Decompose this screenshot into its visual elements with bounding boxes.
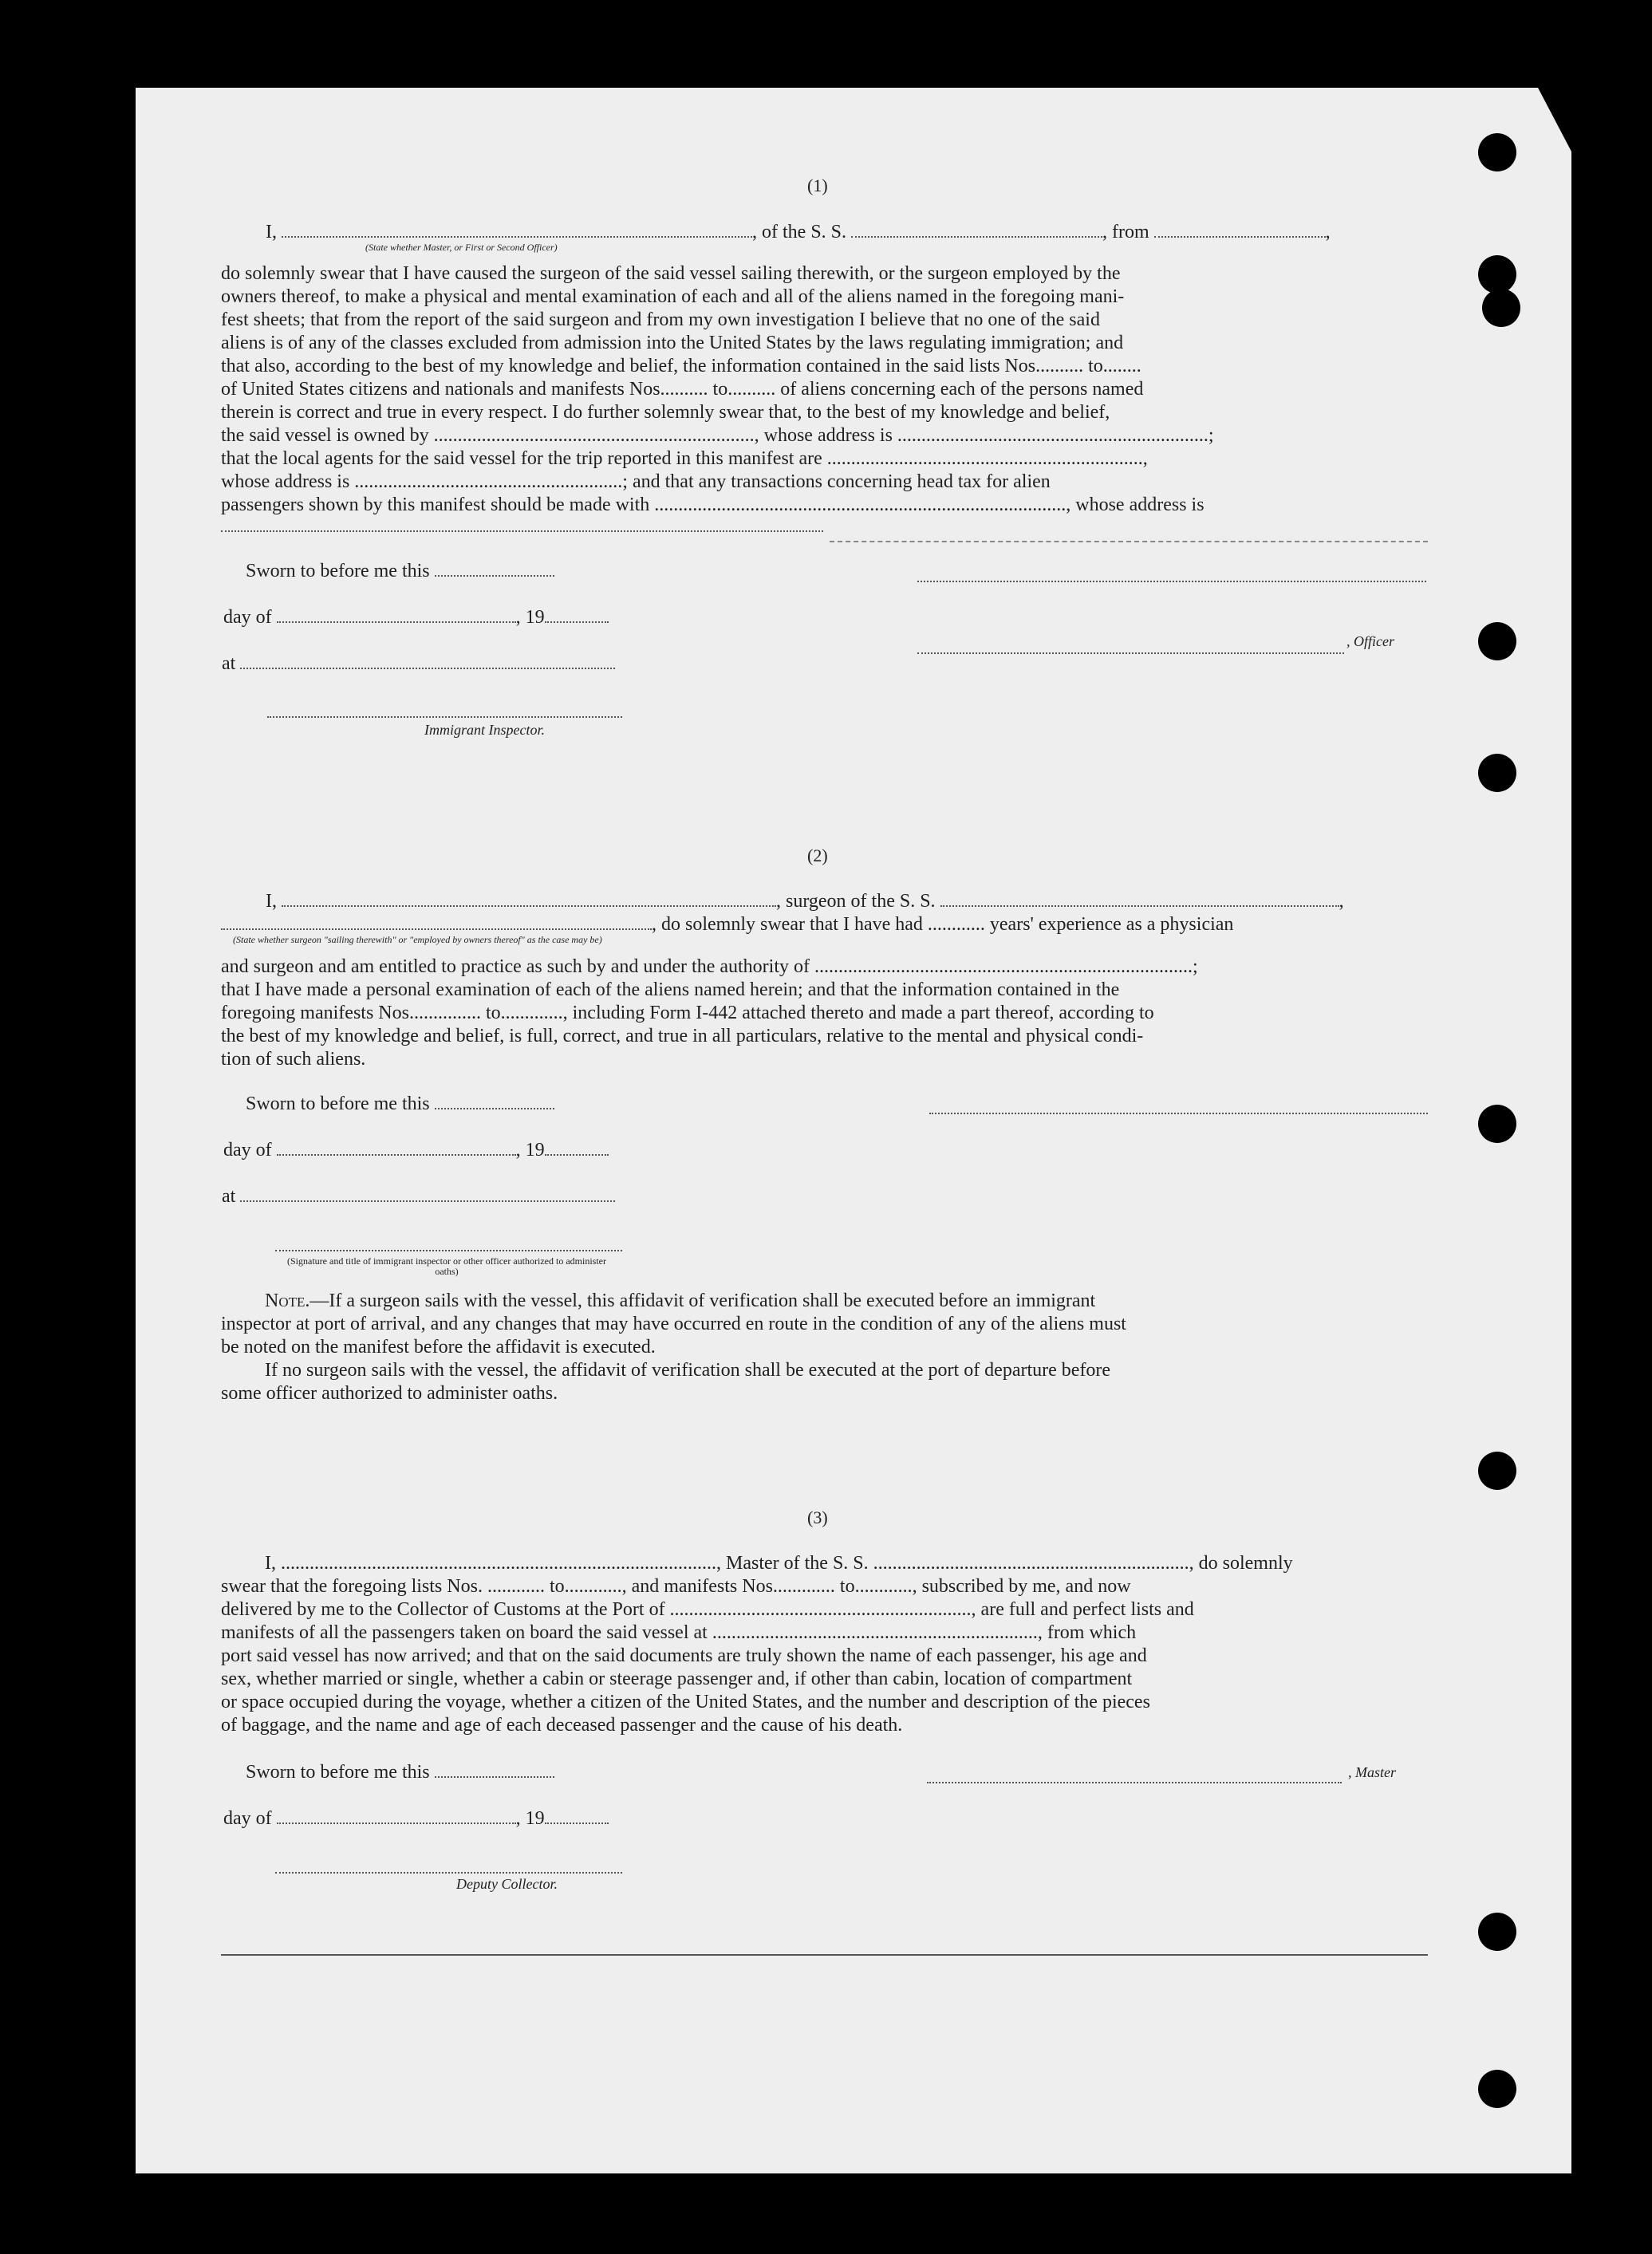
section2-body <box>221 956 1429 1071</box>
section-number: (3) <box>807 1507 828 1527</box>
body-line: owners thereof, to make a physical and mental examination of each and all of the aliens named in the foregoing mani- <box>221 286 1125 307</box>
note-line <box>221 1290 1429 1313</box>
body-line: tion of such aliens. <box>221 1049 366 1070</box>
label: Sworn to before me this <box>246 561 430 581</box>
body-line: of United States citizens and nationals and manifests Nos.......... to.......... of aliens concerning each of the persons named <box>221 379 1144 400</box>
label: I, <box>266 222 277 242</box>
body-line: aliens is of any of the classes excluded from admission into the United States by the laws regulating immigration; and <box>221 333 1124 353</box>
label: , do solemnly swear that I have had ............ years' experience as a physician <box>652 914 1234 935</box>
officer-signature-field[interactable] <box>917 652 1344 654</box>
section3-body <box>221 1552 1429 1737</box>
officer-label: , Officer <box>1346 633 1394 649</box>
master-name-field[interactable] <box>282 235 752 238</box>
body-line: that I have made a personal examination of each of the aliens named herein; and that the information contained in the <box>221 979 1120 1000</box>
at-line <box>222 652 615 676</box>
deputy-signature-field[interactable] <box>275 1872 622 1874</box>
sworn-line <box>246 560 554 583</box>
punch-hole-icon <box>1478 2070 1516 2108</box>
body-line: of baggage, and the name and age of each deceased passenger and the cause of his death. <box>221 1715 903 1736</box>
surgeon-type-field[interactable] <box>221 928 652 930</box>
body-line: delivered by me to the Collector of Customs at the Port of ..............................................................., are full and perfect lists and <box>221 1599 1194 1620</box>
dashed-separator <box>830 541 1428 542</box>
from-port-field[interactable] <box>1154 235 1326 238</box>
sworn-date-field[interactable] <box>435 1107 554 1109</box>
label: , 19 <box>515 607 545 628</box>
day-line <box>223 1807 609 1830</box>
inspector-signature-field[interactable] <box>275 1250 622 1251</box>
sworn-line <box>246 1093 554 1116</box>
sworn-line <box>246 1761 554 1784</box>
section2-second-line <box>221 913 1233 936</box>
note-line: be noted on the manifest before the affidavit is executed. <box>221 1337 656 1358</box>
at-line <box>222 1185 615 1208</box>
address-field[interactable] <box>221 530 823 532</box>
year-field[interactable] <box>545 1822 609 1824</box>
punch-hole-icon <box>1482 289 1520 327</box>
signature-field[interactable] <box>917 581 1426 582</box>
body-line: that also, according to the best of my knowledge and belief, the information contained in the said lists Nos.......... to........ <box>221 356 1141 376</box>
body-line: swear that the foregoing lists Nos. ............ to............, and manifests Nos............. to............, subscribed by me, and now <box>221 1576 1131 1597</box>
punch-hole-icon <box>1478 1913 1516 1951</box>
label: I, <box>266 891 277 912</box>
body-line: and surgeon and am entitled to practice as such by and under the authority of ...............................................................................; <box>221 956 1198 977</box>
label: Sworn to before me this <box>246 1094 430 1114</box>
label: , from <box>1102 222 1149 242</box>
section2-first-line: I, , surgeon of the S. S. , <box>266 891 1344 912</box>
note-surgeon: (State whether surgeon "sailing therewith" or "employed by owners thereof" as the case may be) <box>233 934 602 945</box>
surgeon-name-field[interactable] <box>282 904 776 907</box>
body-line: foregoing manifests Nos............... to............., including Form I-442 attached thereto and made a part thereof, according to <box>221 1003 1154 1023</box>
bottom-rule <box>221 1954 1428 1956</box>
section-number: (2) <box>807 845 828 865</box>
label: at <box>222 653 236 674</box>
note-block <box>221 1290 1429 1405</box>
body-line: port said vessel has now arrived; and that on the said documents are truly shown the name of each passenger, his age and <box>221 1645 1147 1666</box>
punch-hole-icon <box>1478 754 1516 792</box>
vessel-name-field[interactable] <box>851 235 1102 238</box>
year-field[interactable] <box>545 1153 609 1156</box>
section1-first-line: I, , of the S. S. , from , <box>266 222 1331 242</box>
day-field[interactable] <box>277 621 516 623</box>
note-line: If no surgeon sails with the vessel, the affidavit of verification shall be executed at the port of departure before <box>265 1360 1111 1381</box>
punch-hole-icon <box>1478 255 1516 294</box>
note-master: (State whether Master, or First or Second Officer) <box>365 242 558 253</box>
label: day of <box>223 1140 272 1160</box>
label: day of <box>223 607 272 628</box>
body-line: whose address is ........................................................; and that any transactions concerning head tax for alien <box>221 471 1051 492</box>
master-signature-field[interactable] <box>927 1782 1342 1783</box>
punch-hole-icon <box>1478 133 1516 171</box>
body-line: fest sheets; that from the report of the said surgeon and from my own investigation I believe that no one of the said <box>221 309 1100 330</box>
body-line: that the local agents for the said vessel for the trip reported in this manifest are .................................................................., <box>221 448 1148 469</box>
body-line: sex, whether married or single, whether a cabin or steerage passenger and, if other than cabin, location of compartment <box>221 1669 1133 1689</box>
punch-hole-icon <box>1478 1452 1516 1490</box>
day-field[interactable] <box>277 1822 516 1824</box>
deputy-label: Deputy Collector. <box>456 1876 558 1892</box>
place-field[interactable] <box>240 1200 615 1202</box>
day-line <box>223 1139 609 1162</box>
section1-body <box>221 262 1429 517</box>
body-line: passengers shown by this manifest should be made with ......................................................................................, whose address is <box>221 495 1205 515</box>
note-text: —If a surgeon sails with the vessel, this affidavit of verification shall be executed before an immigrant <box>310 1291 1096 1311</box>
sworn-date-field[interactable] <box>435 1775 554 1778</box>
year-field[interactable] <box>545 621 609 623</box>
punch-hole-icon <box>1478 1105 1516 1143</box>
body-line: do solemnly swear that I have caused the surgeon of the said vessel sailing therewith, or the surgeon employed by the <box>221 263 1121 284</box>
punch-hole-icon <box>1478 622 1516 660</box>
day-line <box>223 606 609 629</box>
day-field[interactable] <box>277 1153 516 1156</box>
label: , 19 <box>515 1808 545 1829</box>
body-line: manifests of all the passengers taken on board the said vessel at ...................................................................., from which <box>221 1622 1137 1643</box>
place-field[interactable] <box>240 667 615 669</box>
signature-note: (Signature and title of immigrant inspector or other officer authorized to administer oaths) <box>287 1255 606 1277</box>
label: , 19 <box>515 1140 545 1160</box>
inspector-label: Immigrant Inspector. <box>424 722 545 738</box>
body-line: the best of my knowledge and belief, is full, correct, and true in all particulars, relative to the mental and physical condi- <box>221 1026 1144 1046</box>
label: , of the S. S. <box>752 222 847 242</box>
master-label: , Master <box>1348 1764 1396 1780</box>
surgeon-signature-field[interactable] <box>929 1113 1428 1114</box>
label: day of <box>223 1808 272 1829</box>
label: , surgeon of the S. S. <box>776 891 936 912</box>
inspector-signature-field[interactable] <box>267 716 622 718</box>
label: Sworn to before me this <box>246 1762 430 1783</box>
note-label: Note. <box>265 1291 310 1311</box>
body-line: the said vessel is owned by ..................................................................., whose address is .................................................................; <box>221 425 1214 446</box>
body-line: or space occupied during the voyage, whether a citizen of the United States, and the number and description of the pieces <box>221 1692 1150 1712</box>
sworn-date-field[interactable] <box>435 574 554 577</box>
label: at <box>222 1186 236 1207</box>
body-line: I, ..........................................................................................., Master of the S. S. .................................................................., do solemnly <box>265 1553 1293 1574</box>
body-line: therein is correct and true in every respect. I do further solemnly swear that, to the best of my knowledge and belief, <box>221 402 1110 423</box>
section-number: (1) <box>807 175 828 195</box>
vessel-name-field[interactable] <box>940 904 1339 907</box>
note-line: inspector at port of arrival, and any changes that may have occurred en route in the condition of any of the aliens must <box>221 1314 1126 1334</box>
note-line: some officer authorized to administer oaths. <box>221 1383 558 1404</box>
